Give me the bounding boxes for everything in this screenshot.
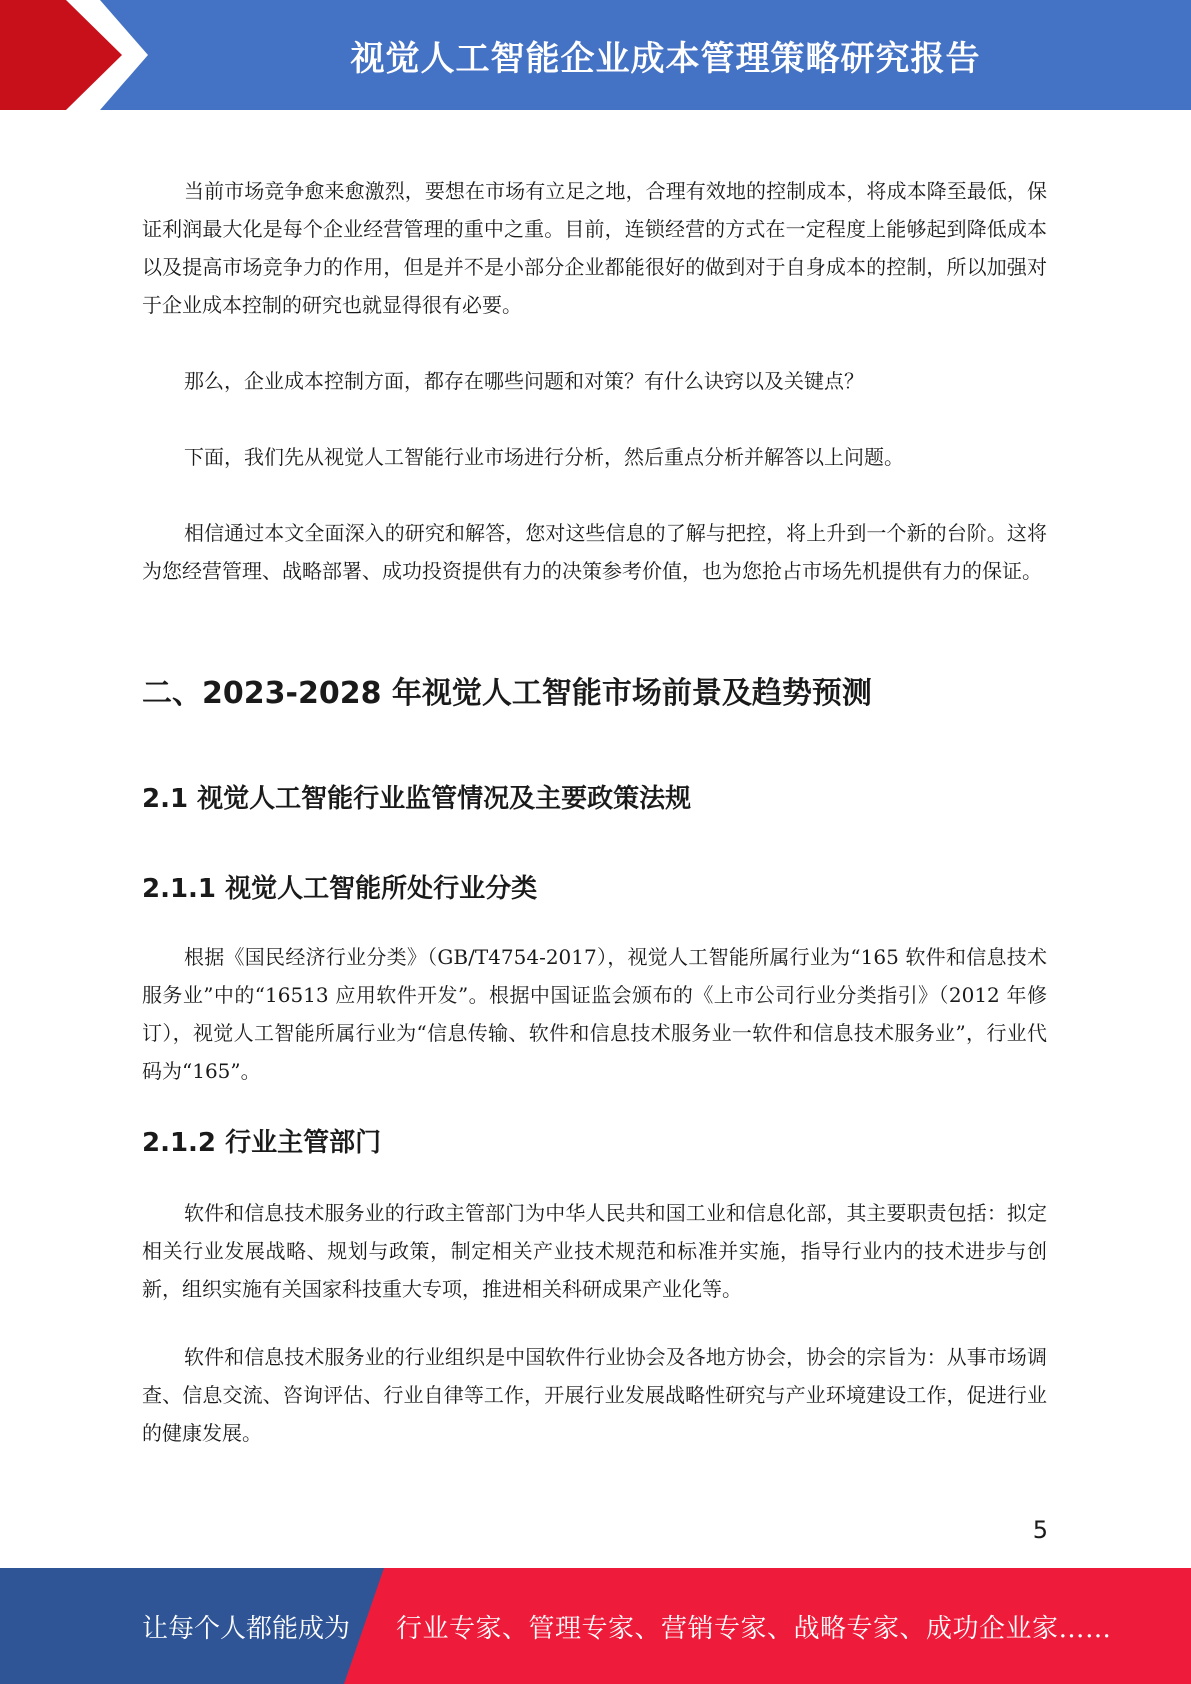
section-2-1-heading: 2.1 视觉人工智能行业监管情况及主要政策法规 [142,784,692,814]
section-2-1-1-heading: 2.1.1 视觉人工智能所处行业分类 [142,874,538,904]
page-number: 5 [1032,1516,1048,1544]
footer-slogan-left: 让每个人都能成为 [142,1613,351,1644]
intro-paragraph-2 [142,362,1047,400]
section-2-heading: 二、2023-2028 年视觉人工智能市场前景及趋势预测 [142,676,872,711]
intro-text-1: 当前市场竞争愈来愈激烈，要想在市场有立足之地，合理有效地的控制成本，将成本降至最低，保证利润最大化是每个企业经营管理的重中之重。目前，连锁经营的方式在一定程度上能够起到降低成本以及提高市场竞争力的作用，但是并不是小部分企业都能很好的做到对于自身成本的控制，所以加强对于企业成本控制的研究也就显得很有必要。 [142,179,1047,317]
section-2-1-2-paragraph-1 [142,1194,1047,1308]
page-footer [0,1568,1191,1684]
intro-paragraph-3 [142,438,1047,476]
report-title: 视觉人工智能企业成本管理策略研究报告 [350,38,981,79]
section-2-1-2-heading: 2.1.2 行业主管部门 [142,1128,382,1158]
section-2-1-1-paragraph [142,938,1047,1090]
section-2-1-2-text-1: 软件和信息技术服务业的行政主管部门为中华人民共和国工业和信息化部，其主要职责包括：拟定相关行业发展战略、规划与政策，制定相关产业技术规范和标准并实施，指导行业内的技术进步与创新，组织实施有关国家科技重大专项，推进相关科研成果产业化等。 [142,1201,1047,1301]
footer-slogan-right: 行业专家、管理专家、营销专家、战略专家、成功企业家…… [396,1613,1112,1644]
intro-text-2: 那么，企业成本控制方面，都存在哪些问题和对策？有什么诀窍以及关键点？ [184,369,864,393]
section-2-1-2-paragraph-2 [142,1338,1047,1452]
page-header [0,0,1191,110]
section-2-1-2-text-2: 软件和信息技术服务业的行业组织是中国软件行业协会及各地方协会，协会的宗旨为：从事市场调查、信息交流、咨询评估、行业自律等工作，开展行业发展战略性研究与产业环境建设工作，促进行业的健康发展。 [142,1345,1047,1445]
intro-text-4: 相信通过本文全面深入的研究和解答，您对这些信息的了解与把控，将上升到一个新的台阶。这将为您经营管理、战略部署、成功投资提供有力的决策参考价值，也为您抢占市场先机提供有力的保证。 [142,521,1047,583]
intro-paragraph-4 [142,514,1047,590]
intro-text-3: 下面，我们先从视觉人工智能行业市场进行分析，然后重点分析并解答以上问题。 [184,445,904,469]
intro-paragraph-1 [142,172,1047,324]
section-2-1-1-text: 根据《国民经济行业分类》（GB/T4754-2017），视觉人工智能所属行业为“165 软件和信息技术服务业”中的“16513 应用软件开发”。根据中国证监会颁布的《上市公司行业分类指引》（2012 年修订），视觉人工智能所属行业为“信息传输、软件和信息技术服务业一软件和信息技术服务业”，行业代码为“165”。 [142,945,1047,1083]
